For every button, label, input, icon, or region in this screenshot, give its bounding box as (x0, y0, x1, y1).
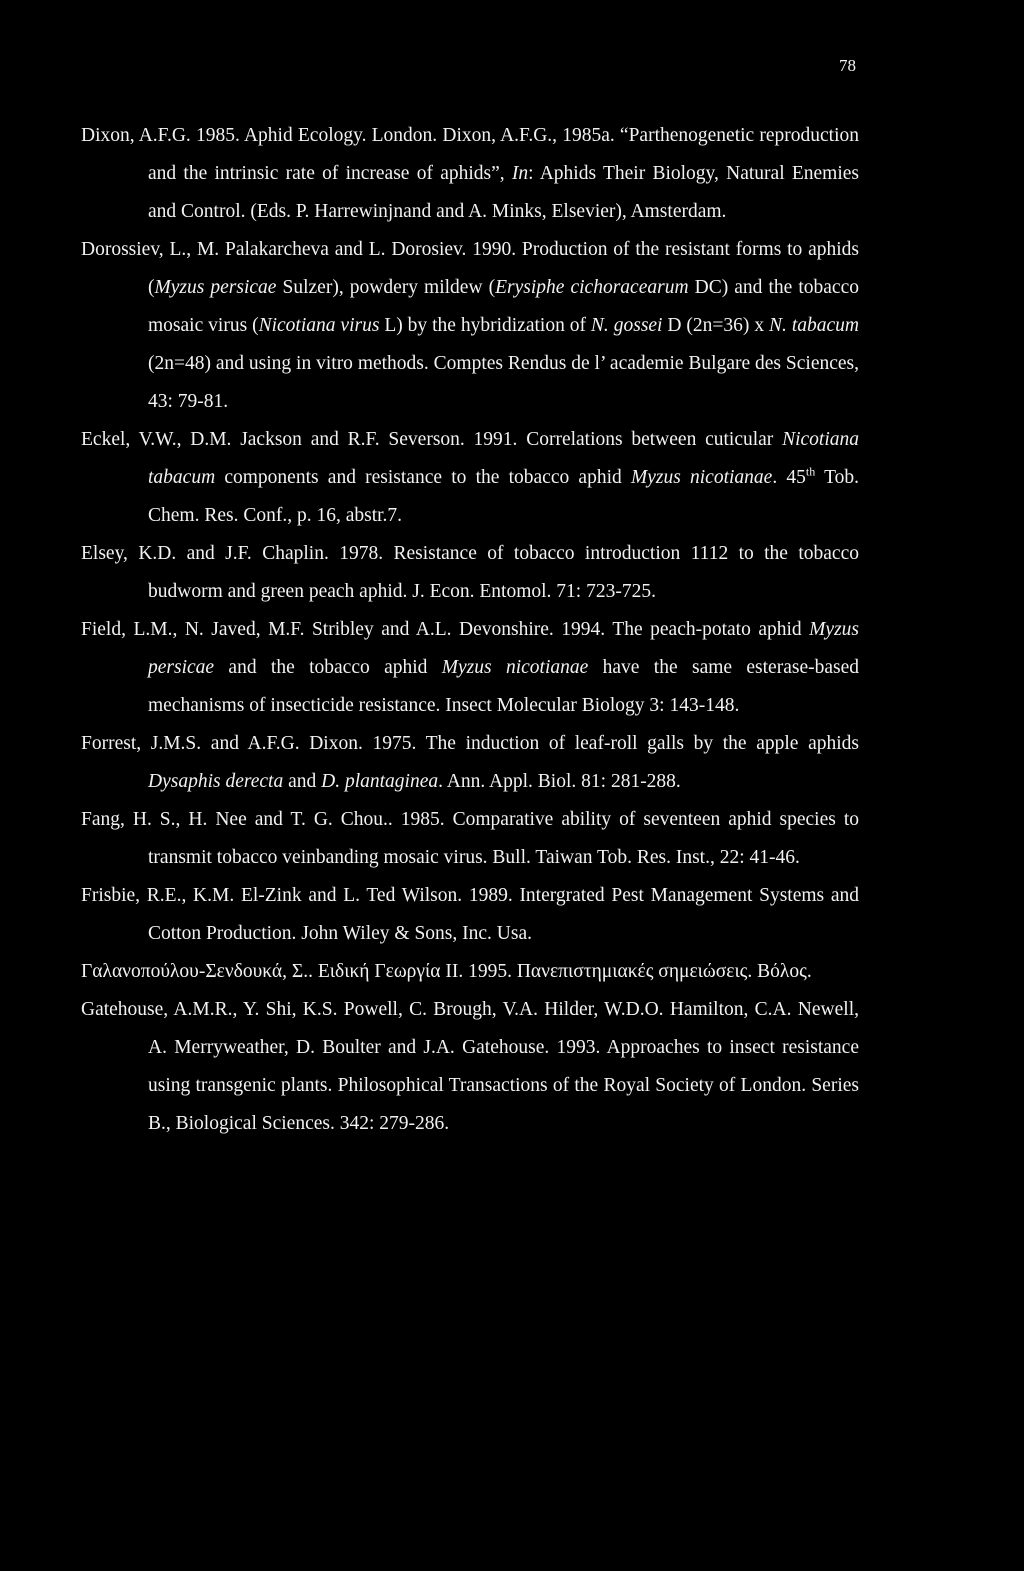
reference-text: Γαλανοπούλου-Σενδουκά, Σ.. Ειδική Γεωργία ΙΙ. 1995. Πανεπιστημιακές σημειώσεις. Βόλος. (81, 961, 812, 982)
reference-text: DC) and the tobacco mosaic virus ( (148, 277, 859, 336)
italic-text: Myzus persicae (148, 619, 859, 678)
reference-text: L) by the hybridization of (379, 315, 591, 336)
italic-text: N. tabacum (769, 315, 859, 336)
reference-text: Tob. Chem. Res. Conf., p. 16, abstr.7. (148, 467, 860, 526)
reference-entry (81, 801, 859, 877)
italic-text: N. gossei (590, 315, 663, 336)
italic-text: D. plantaginea (321, 771, 439, 792)
italic-text: Erysiphe cichoracearum (495, 277, 689, 298)
reference-entry (81, 725, 859, 801)
reference-entry (81, 231, 859, 421)
superscript-text: th (805, 464, 816, 479)
italic-text: Nicotiana tabacum (148, 429, 859, 488)
reference-text: Sulzer), powdery mildew ( (276, 277, 496, 298)
reference-text: Field, L.M., N. Javed, M.F. Stribley and A.L. Devonshire. 1994. The peach-potato aphid (81, 619, 810, 640)
reference-text: D (2n=36) x (662, 315, 770, 336)
reference-text: . Ann. Appl. Biol. 81: 281-288. (438, 771, 681, 792)
reference-text: components and resistance to the tobacco aphid (215, 467, 631, 488)
italic-text: Myzus nicotianae (441, 657, 589, 678)
reference-list (81, 117, 859, 1143)
reference-entry (81, 953, 859, 991)
italic-text: Myzus nicotianae (630, 467, 773, 488)
reference-text: Fang, H. S., H. Nee and T. G. Chou.. 1985. Comparative ability of seventeen aphid species to transmit tobacco veinbanding mosaic virus. Bull. Taiwan Tob. Res. Inst., 22: 41-46. (81, 809, 859, 868)
reference-text: : Aphids Their Biology, Natural Enemies and Control. (Eds. P. Harrewinjnand and A. Minks, Elsevier), Amsterdam. (148, 163, 860, 222)
reference-text: have the same esterase-based mechanisms of insecticide resistance. Insect Molecular Biology 3: 143-148. (148, 657, 860, 716)
reference-text: Frisbie, R.E., K.M. El-Zink and L. Ted Wilson. 1989. Intergrated Pest Management Systems and Cotton Production. John Wiley & Sons, Inc. Usa. (81, 885, 859, 944)
reference-entry (81, 117, 859, 231)
reference-entry (81, 611, 859, 725)
reference-text: Eckel, V.W., D.M. Jackson and R.F. Severson. 1991. Correlations between cuticular (81, 429, 783, 450)
italic-text: In (511, 163, 529, 184)
reference-text: (2n=48) and using in vitro methods. Comptes Rendus de l’ academie Bulgare des Sciences, 43: 79-81. (148, 353, 859, 412)
reference-text: Forrest, J.M.S. and A.F.G. Dixon. 1975. The induction of leaf-roll galls by the apple aphids (81, 733, 859, 754)
reference-text: Dorossiev, L., M. Palakarcheva and L. Dorosiev. 1990. Production of the resistant forms to aphids ( (81, 239, 859, 298)
reference-entry (81, 535, 859, 611)
italic-text: Nicotiana virus (258, 315, 380, 336)
reference-entry (81, 991, 859, 1143)
reference-text: . 45 (772, 467, 806, 488)
reference-text: and (283, 771, 322, 792)
reference-text: Elsey, K.D. and J.F. Chaplin. 1978. Resistance of tobacco introduction 1112 to the tobacco budworm and green peach aphid. J. Econ. Entomol. 71: 723-725. (81, 543, 859, 602)
reference-text: Dixon, A.F.G. 1985. Aphid Ecology. London. Dixon, A.F.G., 1985a. “Parthenogenetic reproduction and the intrinsic rate of increase of aphids”, (81, 125, 859, 184)
italic-text: Dysaphis derecta (148, 771, 284, 792)
reference-text: Gatehouse, A.M.R., Y. Shi, K.S. Powell, C. Brough, V.A. Hilder, W.D.O. Hamilton, C.A. Newell, A. Merryweather, D. Boulter and J.A. Gatehouse. 1993. Approaches to insect resistance using transgenic plants. Philosophical Transactions of the Royal Society of London. Series B., Biological Sciences. 342: 279-286. (81, 999, 859, 1134)
italic-text: Myzus persicae (154, 277, 277, 298)
page-number: 78 (839, 56, 856, 75)
reference-entry (81, 877, 859, 953)
reference-entry (81, 421, 859, 535)
reference-text: and the tobacco aphid (214, 657, 442, 678)
